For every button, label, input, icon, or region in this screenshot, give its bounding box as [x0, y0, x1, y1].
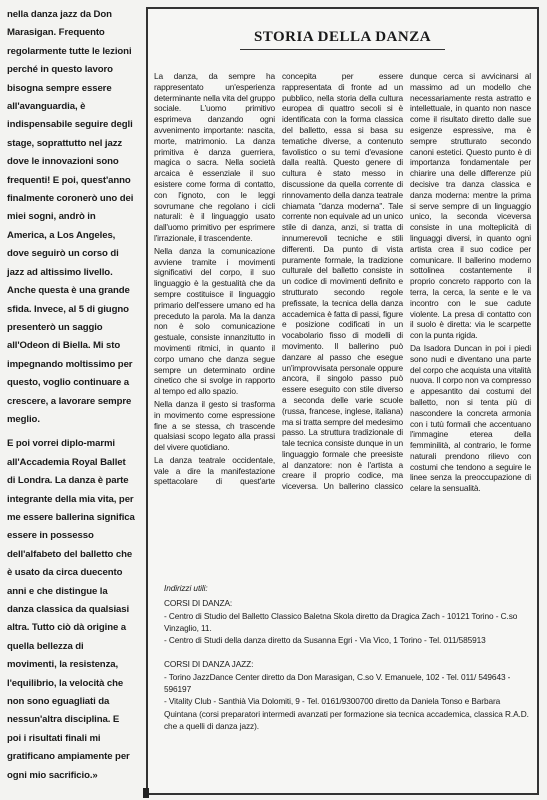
left-column-text: [7, 6, 135, 785]
address-line: - Centro di Studi della danza diretto da Susanna Egri - Via Vico, 1 Torino - Tel. 011/585913: [164, 635, 486, 646]
article-body: [154, 71, 531, 571]
title-underline: [240, 49, 445, 50]
address-line: - Vitality Club - Santhià Via Dolomiti, 9 - Tel. 0161/9300700 diretto da Daniela Tonso e Barbara Quintana (corsi preparatori intermedi avanzati per formazione sia tecnica accademica, classica R.A.D. che a quelli di danza jazz).: [164, 696, 529, 731]
address-section-title: CORSI DI DANZA JAZZ:: [164, 659, 254, 670]
addresses-heading: Indirizzi utili:: [164, 583, 208, 593]
useful-addresses: [164, 582, 529, 732]
left-paragraph: nella danza jazz da Don Marasigan. Frequento regolarmente tutte le lezioni perché in questo lavoro bisogna sempre essere all'avanguardia, è indispensabile seguire degli stage, soprattutto nel jazz dove le innovazioni sono frequenti! E poi, quest'anno finalmente coronerò uno dei miei sogni, andrò in America, a Los Angeles, dove seguirò un corso di jazz ad altissimo livello. Anche questa è una grande sfida. Invece, al 5 di giugno presenterò un saggio all'Odeon di Biella. Mi sto impegnando moltissimo per questo, voglio continuare a crescere, a lavorare sempre meglio.: [7, 9, 134, 425]
address-section: [164, 658, 529, 732]
article-paragraph: Nella danza il gesto si trasforma in movimento come espressione fine a se stessa, ch trascende qualsiasi scopo legato alla prassi del vivere quotidiano.: [154, 398, 275, 453]
left-paragraph: E poi vorrei diplo-marmi all'Accademia Royal Ballet di Londra. La danza è parte integrante della mia vita, per me essere ballerina significa essere in possesso dell'alfabeto del balletto che è usato da circa duecento anni e che distingue la danza classica da qualsiasi altra. Tutto ciò dà origine a quella bellezza di movimenti, la resistenza, l'equilibrio, la velocità che non sono eguagliati da nessun'altra disciplina. E poi i risultati finali mi gratificano ampiamente per ogni mio sacrificio.»: [7, 438, 135, 781]
address-line: - Torino JazzDance Center diretto da Don Marasigan, C.so V. Emanuele, 102 - Tel. 011/ 549643 - 596197: [164, 671, 511, 695]
article-paragraph: La danza, da sempre ha rappresentato un'esperienza determinante nella vita del gruppo sociale. L'uomo primitivo esprimeva danzando ogni avvenimento importante: nascita, morte, matrimonio. La danza primitiva è danza guerriera, magica o sacra. Nella società arcaica è essenziale il suo esistere come forma di contatto, con l'ignoto, con le leggi sovrumane che regolano i cicli naturali: è il linguaggio usato dall'uomo primitivo per esprimere l'irrazionale, il trascendente.: [154, 71, 275, 243]
address-section: [164, 597, 529, 646]
article-box: [146, 7, 539, 795]
article-paragraph: Da Isadora Duncan in poi i piedi sono nudi e diventano una parte del corpo che acquista una vitalità nuova. Il corpo non va compresso e appesantito dai costumi del balletto, non si tenta più di nascondere la concreta armonia con i tutù formali che accentuano l'immagine eterea della femminilità, al contrario, le forme naturali prendono rilievo con costumi che tendono a seguire le linee senza la preoccupazione di celare la sensualità.: [410, 342, 531, 494]
address-line: - Centro di Studio del Balletto Classico Baletna Skola diretto da Dragica Zach - 10121 Torino - C.so Vinzaglio, 11.: [164, 610, 518, 633]
article-paragraph: La danza teatrale occidentale, vale a dire la manifestazione spettacolare di quest'arte concepita per essere rappresentata di fronte ad un pubblico, nella storia della cultura europea di quattro secoli si è identificata con la forma classica del balletto, essa si basa su tematiche diverse, a contenuto favolistico o su temi d'evasione dalla realtà. Questo genere di cultura è stato messo in discussione da quella corrente di rinnovamento della danza teatrale chiamata "danza moderna". Tale corrente non equivale ad un unico stile di danza, anzi, si tratta di innumerevoli tecniche e stili differenti. Da punto di vista puramente formale, la tradizione culturale del balletto consiste in un codice di movimenti definito e strutturato secondo regole prefissate, la tecnica della danza accademica è fatta di passi, figure e posizione codificati in un vocabolario fisso di modelli di movimento. Il ballerino può danzare al passo che esegue un'improvvisata personale oppure ancora, il singolo passo può essere eseguito con stile diverso a seconda delle varie scuole (russa, francese, inglese, italiana) ma si tratta sempre del medesimo passo. La struttura tradizionale di tale tecnica consiste dunque in un linguaggio formale che preesiste al danzatore: non è l'artista a creare il proprio codice, ma viceversa. Un ballerino classico dunque cerca si avvicinarsi al massimo ad un modello che necessariamente resta astratto e intellettuale, in quanto non nasce come il risultato diretto dalle sue esigenze espressive, ma è sempre strutturato secondo canoni estetici. Questo punto è di importanza fondamentale per chiarire una delle differenze più decisive tra danza classica e danza moderna: mentre la prima si serve sempre di un linguaggio unico, la seconda viceversa consiste in una molteplicità di linguaggi diversi, in quanto ogni artista crea il suo codice per comunicare. Il ballerino moderno sottolinea costantemente il proprio concreto rapporto con la terra, la cerca, la sente e le va incontro con le sue cadute violente. La presa di contatto con il suolo è diretta: via le scarpette con la punta rigida.: [154, 71, 531, 492]
address-section-title: CORSI DI DANZA:: [164, 598, 233, 609]
article-paragraph: Nella danza la comunicazione avviene tramite i movimenti significativi del corpo, il suo linguaggio è la gestualità che da sempre costituisce il linguaggio primario dell'essere umano ed ha preceduto la parola. Ma la danza non è solo comunicazione gestuale, consiste innanzitutto in movimenti ritmici, in quanto il corpo umano che danza segue sempre un determinato ordine cinetico che si svolge in rapporto al tempo ed allo spazio.: [154, 245, 275, 397]
page-corner-mark: [143, 788, 149, 798]
article-title: STORIA DELLA DANZA: [253, 29, 432, 45]
